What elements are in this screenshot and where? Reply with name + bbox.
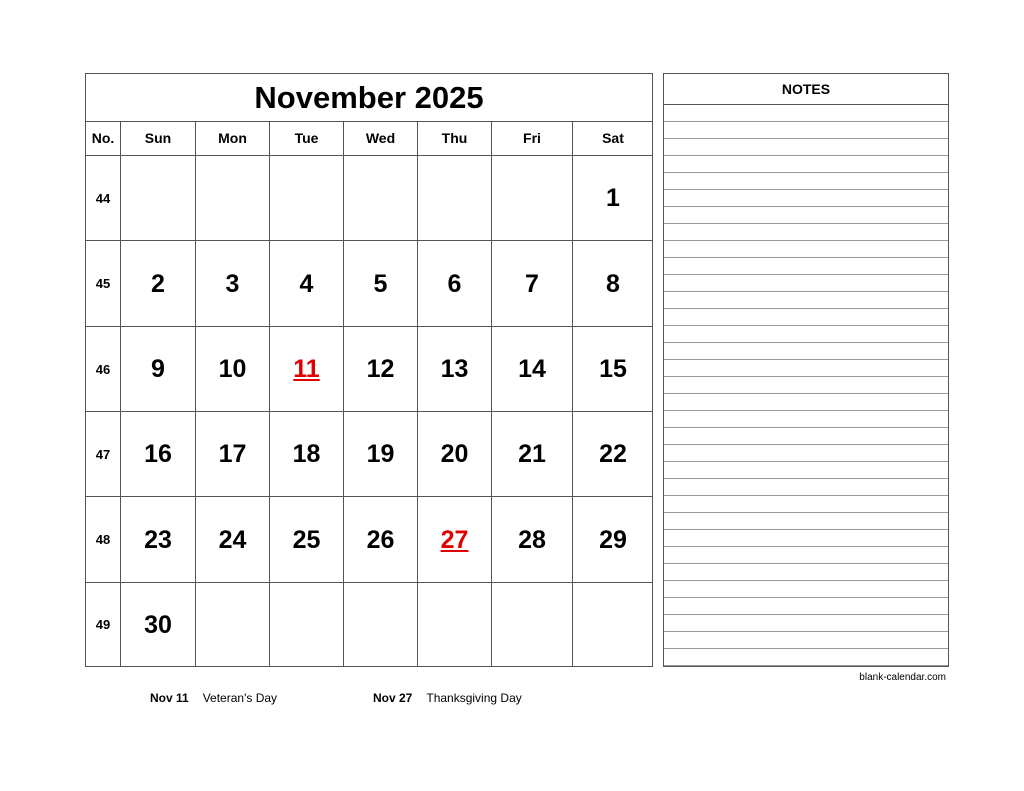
day-cell[interactable]: 30 [121,583,196,667]
day-cell[interactable]: 4 [270,241,344,327]
empty-day-cell[interactable] [270,156,344,241]
empty-day-cell[interactable] [418,156,492,241]
notes-lines[interactable] [664,105,948,666]
week-number: 48 [86,497,121,583]
holiday-item [373,691,522,705]
calendar-title: November 2025 [86,74,652,122]
week-number: 45 [86,241,121,327]
day-cell[interactable]: 14 [492,327,573,412]
day-cell[interactable]: 8 [573,241,653,327]
day-cell[interactable]: 11 [270,327,344,412]
week-number: 49 [86,583,121,667]
header-wed: Wed [344,122,418,156]
holiday-name: Veteran's Day [202,691,278,705]
holiday-name: Thanksgiving Day [426,691,522,705]
week-number: 44 [86,156,121,241]
empty-day-cell[interactable] [344,583,418,667]
header-thu: Thu [418,122,492,156]
empty-day-cell[interactable] [492,583,573,667]
day-cell[interactable]: 7 [492,241,573,327]
notes-title: NOTES [664,74,948,105]
header-sun: Sun [121,122,196,156]
day-cell[interactable]: 26 [344,497,418,583]
day-cell[interactable]: 19 [344,412,418,497]
day-cell[interactable]: 29 [573,497,653,583]
empty-day-cell[interactable] [573,583,653,667]
day-cell[interactable]: 20 [418,412,492,497]
day-cell[interactable]: 27 [418,497,492,583]
holiday-date: Nov 11 [150,691,189,705]
day-cell[interactable]: 21 [492,412,573,497]
header-fri: Fri [492,122,573,156]
day-cell[interactable]: 9 [121,327,196,412]
holiday-date: Nov 27 [373,691,413,705]
empty-day-cell[interactable] [344,156,418,241]
day-cell[interactable]: 22 [573,412,653,497]
day-cell[interactable]: 1 [573,156,653,241]
site-credit: blank-calendar.com [859,672,946,683]
day-cell[interactable]: 15 [573,327,653,412]
day-cell[interactable]: 16 [121,412,196,497]
day-cell[interactable]: 24 [196,497,270,583]
day-cell[interactable]: 25 [270,497,344,583]
header-sat: Sat [573,122,653,156]
empty-day-cell[interactable] [492,156,573,241]
header-mon: Mon [196,122,270,156]
empty-day-cell[interactable] [196,583,270,667]
day-cell[interactable]: 6 [418,241,492,327]
day-cell[interactable]: 10 [196,327,270,412]
calendar-grid [85,73,653,667]
day-cell[interactable]: 12 [344,327,418,412]
empty-day-cell[interactable] [418,583,492,667]
day-cell[interactable]: 17 [196,412,270,497]
week-number: 47 [86,412,121,497]
header-no: No. [86,122,121,156]
day-cell[interactable]: 18 [270,412,344,497]
day-cell[interactable]: 3 [196,241,270,327]
empty-day-cell[interactable] [196,156,270,241]
day-cell[interactable]: 5 [344,241,418,327]
day-cell[interactable]: 23 [121,497,196,583]
header-tue: Tue [270,122,344,156]
empty-day-cell[interactable] [121,156,196,241]
notes-panel [663,73,949,667]
holiday-item [150,691,277,705]
day-cell[interactable]: 28 [492,497,573,583]
day-cell[interactable]: 13 [418,327,492,412]
week-number: 46 [86,327,121,412]
empty-day-cell[interactable] [270,583,344,667]
day-cell[interactable]: 2 [121,241,196,327]
